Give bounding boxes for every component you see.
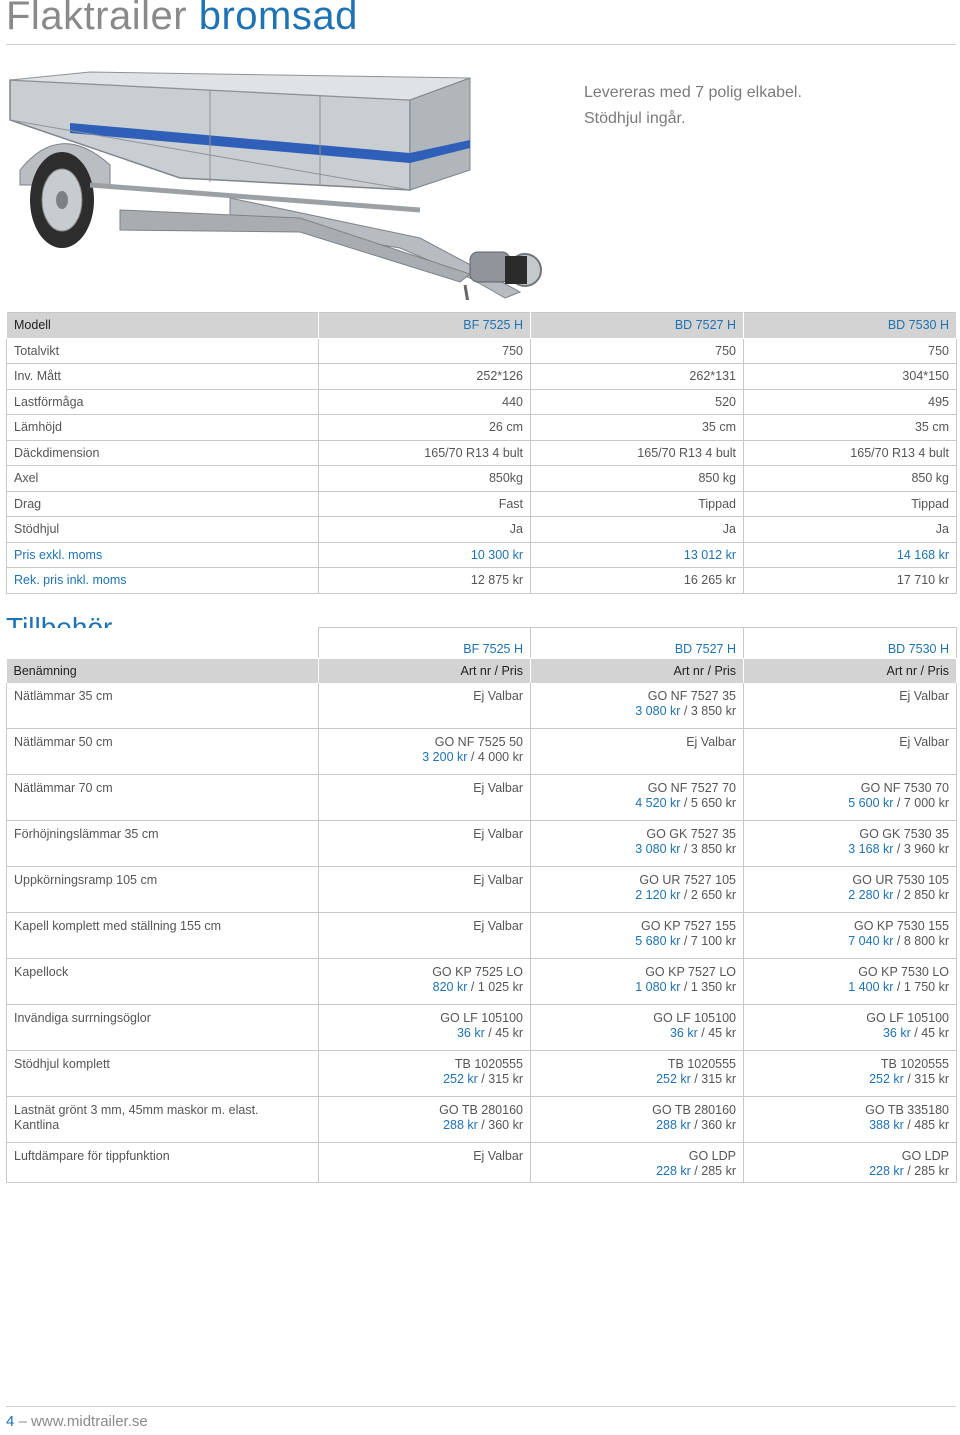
spec-table (6, 312, 957, 594)
price-excl-vat: 2 280 kr (848, 888, 894, 902)
spec-value: 165/70 R13 4 bult (319, 440, 531, 466)
table-row (7, 389, 957, 415)
spec-header-cell: BD 7527 H (531, 313, 744, 339)
page-number: 4 (6, 1413, 15, 1430)
accessory-cell (319, 729, 531, 775)
footer (6, 1413, 148, 1430)
spec-label: Totalvikt (7, 338, 319, 364)
article-number: Ej Valbar (899, 689, 949, 703)
empty-cell (7, 628, 319, 659)
accessory-name-line: Invändiga surrningsöglor (14, 1011, 151, 1025)
price-excl-vat: 252 kr (443, 1072, 478, 1086)
accessory-cell (319, 1097, 531, 1143)
model-cell: BD 7530 H (744, 628, 957, 659)
article-number: Ej Valbar (473, 873, 523, 887)
price-excl-vat: 252 kr (869, 1072, 904, 1086)
accessory-name-line: Kapellock (14, 965, 69, 979)
article-number: Ej Valbar (686, 735, 736, 749)
price-line (538, 888, 736, 903)
rek-price-value: 16 265 kr (531, 568, 744, 594)
accessory-name-line: Kantlina (14, 1118, 60, 1132)
spec-value: 440 (319, 389, 531, 415)
accessory-name-line: Nätlämmar 35 cm (14, 689, 113, 703)
spec-header-row (7, 313, 957, 339)
accessory-cell (531, 821, 744, 867)
price-line (538, 1026, 736, 1041)
table-row (7, 959, 957, 1005)
price-line (751, 1072, 949, 1087)
spec-value: 26 cm (319, 415, 531, 441)
price-line (326, 750, 523, 765)
table-row (7, 1005, 957, 1051)
price-line (751, 888, 949, 903)
table-row (7, 913, 957, 959)
price-excl-vat: 228 kr (656, 1164, 691, 1178)
spec-value: 165/70 R13 4 bult (531, 440, 744, 466)
spec-label: Inv. Mått (7, 364, 319, 390)
price-line (538, 796, 736, 811)
price-excl-vat: 3 200 kr (422, 750, 468, 764)
article-number: GO NF 7525 50 (434, 735, 523, 749)
accessory-cell (531, 913, 744, 959)
price-value: 14 168 kr (744, 542, 957, 568)
accessory-name (7, 729, 319, 775)
price-incl-vat: / 45 kr (484, 1026, 523, 1040)
accessory-cell (319, 1005, 531, 1051)
article-number: GO LF 105100 (866, 1011, 949, 1025)
spec-label: Lastförmåga (7, 389, 319, 415)
accessory-name-line: Nätlämmar 50 cm (14, 735, 113, 749)
price-line (538, 1118, 736, 1133)
table-row (7, 415, 957, 441)
price-line (751, 796, 949, 811)
spec-value: Tippad (744, 491, 957, 517)
header-cell: Benämning (7, 659, 319, 684)
accessory-name-line: Luftdämpare för tippfunktion (14, 1149, 170, 1163)
accessory-cell (744, 775, 957, 821)
spec-value: 165/70 R13 4 bult (744, 440, 957, 466)
spec-label: Drag (7, 491, 319, 517)
price-incl-vat: / 360 kr (690, 1118, 736, 1132)
spec-value: 850 kg (531, 466, 744, 492)
table-row (7, 683, 957, 729)
spec-value: 850 kg (744, 466, 957, 492)
spec-value: 35 cm (744, 415, 957, 441)
article-number: GO UR 7530 105 (852, 873, 949, 887)
accessory-name (7, 1005, 319, 1051)
article-number: Ej Valbar (473, 1149, 523, 1163)
article-number: GO KP 7530 155 (854, 919, 949, 933)
spec-value: 35 cm (531, 415, 744, 441)
intro-line: Stödhjul ingår. (584, 110, 686, 127)
price-incl-vat: / 3 850 kr (680, 842, 736, 856)
accessory-name (7, 1051, 319, 1097)
accessory-name-line: Stödhjul komplett (14, 1057, 110, 1071)
rek-price-value: 17 710 kr (744, 568, 957, 594)
price-line (538, 934, 736, 949)
price-incl-vat: / 3 960 kr (893, 842, 949, 856)
price-line (538, 704, 736, 719)
article-number: GO LF 105100 (653, 1011, 736, 1025)
spec-label: Axel (7, 466, 319, 492)
table-row (7, 775, 957, 821)
accessories-body (7, 683, 957, 1183)
price-line (751, 1118, 949, 1133)
table-row (7, 440, 957, 466)
price-excl-vat: 5 600 kr (848, 796, 894, 810)
price-excl-vat: 4 520 kr (635, 796, 681, 810)
accessory-cell (531, 729, 744, 775)
accessory-cell (744, 959, 957, 1005)
accessory-cell (319, 821, 531, 867)
accessories-table (6, 627, 957, 1183)
article-number: TB 1020555 (880, 1057, 949, 1071)
spec-label: Lämhöjd (7, 415, 319, 441)
price-incl-vat: / 8 800 kr (893, 934, 949, 948)
article-number: GO NF 7527 35 (647, 689, 736, 703)
spec-value: 304*150 (744, 364, 957, 390)
price-excl-vat: 252 kr (656, 1072, 691, 1086)
price-line (326, 1026, 523, 1041)
spec-value: 262*131 (531, 364, 744, 390)
price-excl-vat: 1 080 kr (635, 980, 681, 994)
article-number: Ej Valbar (473, 919, 523, 933)
price-line (538, 1164, 736, 1179)
accessory-cell (531, 867, 744, 913)
table-row (7, 821, 957, 867)
spec-value: 750 (744, 338, 957, 364)
price-value: 10 300 kr (319, 542, 531, 568)
article-number: GO LF 105100 (440, 1011, 523, 1025)
price-incl-vat: / 2 650 kr (680, 888, 736, 902)
price-excl-vat: 36 kr (669, 1026, 698, 1040)
accessory-cell (744, 1005, 957, 1051)
header-cell: Art nr / Pris (319, 659, 531, 684)
price-line (538, 980, 736, 995)
spec-value: 750 (531, 338, 744, 364)
accessory-cell (744, 1097, 957, 1143)
spec-header-cell: BD 7530 H (744, 313, 957, 339)
spec-value: 520 (531, 389, 744, 415)
article-number: TB 1020555 (454, 1057, 523, 1071)
spec-label: Däckdimension (7, 440, 319, 466)
price-excl-vat: 3 168 kr (848, 842, 894, 856)
article-number: Ej Valbar (473, 781, 523, 795)
article-number: GO UR 7527 105 (639, 873, 736, 887)
price-incl-vat: / 7 000 kr (893, 796, 949, 810)
accessory-name-line: Nätlämmar 70 cm (14, 781, 113, 795)
title-accent: bromsad (198, 0, 358, 38)
accessory-name (7, 1097, 319, 1143)
footer-divider (6, 1406, 956, 1407)
table-row (7, 364, 957, 390)
spec-label: Stödhjul (7, 517, 319, 543)
table-row (7, 1051, 957, 1097)
accessory-cell (531, 1097, 744, 1143)
price-excl-vat: 5 680 kr (635, 934, 681, 948)
article-number: Ej Valbar (899, 735, 949, 749)
accessory-cell (744, 683, 957, 729)
price-excl-vat: 36 kr (456, 1026, 485, 1040)
accessory-name-line: Uppkörningsramp 105 cm (14, 873, 158, 887)
accessory-cell (744, 1051, 957, 1097)
price-excl-vat: 288 kr (443, 1118, 478, 1132)
spec-value: 495 (744, 389, 957, 415)
table-row (7, 491, 957, 517)
article-number: GO LDP (901, 1149, 949, 1163)
price-incl-vat: / 485 kr (903, 1118, 949, 1132)
table-row (7, 1143, 957, 1183)
article-number: GO KP 7525 LO (432, 965, 523, 979)
price-line (751, 1164, 949, 1179)
accessory-name (7, 959, 319, 1005)
accessory-cell (319, 1051, 531, 1097)
accessory-cell (744, 821, 957, 867)
trailer-image (0, 60, 570, 300)
table-row (7, 729, 957, 775)
price-excl-vat: 820 kr (432, 980, 468, 994)
accessory-cell (531, 959, 744, 1005)
price-incl-vat: / 1 750 kr (893, 980, 949, 994)
header-cell: Art nr / Pris (744, 659, 957, 684)
accessory-cell (531, 683, 744, 729)
price-excl-vat: 2 120 kr (635, 888, 681, 902)
price-line (751, 934, 949, 949)
table-row (7, 338, 957, 364)
spec-value: Fast (319, 491, 531, 517)
price-incl-vat: / 1 350 kr (680, 980, 736, 994)
accessory-cell (744, 913, 957, 959)
price-incl-vat: / 45 kr (910, 1026, 949, 1040)
title-normal: Flaktrailer (6, 0, 199, 38)
article-number: GO NF 7530 70 (860, 781, 949, 795)
article-number: GO KP 7530 LO (858, 965, 949, 979)
spec-value: 750 (319, 338, 531, 364)
spec-header-cell: BF 7525 H (319, 313, 531, 339)
price-incl-vat: / 2 850 kr (893, 888, 949, 902)
accessory-name (7, 913, 319, 959)
price-value: 13 012 kr (531, 542, 744, 568)
accessory-name-line: Lastnät grönt 3 mm, 45mm maskor m. elast. (14, 1103, 259, 1117)
article-number: Ej Valbar (473, 689, 523, 703)
price-incl-vat: / 315 kr (477, 1072, 523, 1086)
price-excl-vat: 388 kr (869, 1118, 904, 1132)
price-excl-vat: 3 080 kr (635, 704, 681, 718)
price-incl-vat: / 1 025 kr (467, 980, 523, 994)
price-excl-vat: 228 kr (869, 1164, 904, 1178)
page-title (6, 0, 358, 39)
price-excl-vat: 7 040 kr (848, 934, 894, 948)
accessory-cell (319, 683, 531, 729)
footer-separator: – (14, 1413, 32, 1430)
accessory-name-line: Förhöjningslämmar 35 cm (14, 827, 159, 841)
price-incl-vat: / 315 kr (690, 1072, 736, 1086)
price-incl-vat: / 45 kr (697, 1026, 736, 1040)
accessory-cell (744, 1143, 957, 1183)
intro-line: Levereras med 7 polig elkabel. (584, 84, 802, 101)
spec-value: Ja (744, 517, 957, 543)
price-excl-vat: 3 080 kr (635, 842, 681, 856)
accessory-cell (531, 1143, 744, 1183)
rek-price-value: 12 875 kr (319, 568, 531, 594)
accessory-cell (319, 959, 531, 1005)
accessory-cell (319, 913, 531, 959)
accessory-cell (319, 775, 531, 821)
accessory-name-line: Kapell komplett med ställning 155 cm (14, 919, 222, 933)
article-number: Ej Valbar (473, 827, 523, 841)
accessory-cell (531, 775, 744, 821)
article-number: GO TB 280160 (652, 1103, 736, 1117)
intro-text (584, 80, 802, 132)
price-excl-vat: 1 400 kr (848, 980, 894, 994)
price-incl-vat: / 360 kr (477, 1118, 523, 1132)
spec-value: 252*126 (319, 364, 531, 390)
accessory-cell (744, 729, 957, 775)
article-number: GO TB 335180 (865, 1103, 949, 1117)
price-line (751, 1026, 949, 1041)
accessory-cell (319, 867, 531, 913)
price-incl-vat: / 285 kr (690, 1164, 736, 1178)
accessory-name (7, 683, 319, 729)
price-line (751, 980, 949, 995)
rek-price-label: Rek. pris inkl. moms (7, 568, 319, 594)
price-label: Pris exkl. moms (7, 542, 319, 568)
accessory-cell (744, 867, 957, 913)
table-row (7, 466, 957, 492)
price-line (326, 980, 523, 995)
model-cell: BD 7527 H (531, 628, 744, 659)
accessories-model-row (7, 628, 957, 659)
price-incl-vat: / 315 kr (903, 1072, 949, 1086)
accessory-cell (531, 1051, 744, 1097)
accessory-name (7, 867, 319, 913)
model-cell: BF 7525 H (319, 628, 531, 659)
accessory-cell (319, 1143, 531, 1183)
price-incl-vat: / 285 kr (903, 1164, 949, 1178)
spec-value: 850kg (319, 466, 531, 492)
table-row (7, 1097, 957, 1143)
price-line (751, 842, 949, 857)
table-row (7, 867, 957, 913)
spec-value: Tippad (531, 491, 744, 517)
header-cell: Art nr / Pris (531, 659, 744, 684)
accessory-cell (531, 1005, 744, 1051)
article-number: GO LDP (688, 1149, 736, 1163)
article-number: GO GK 7530 35 (859, 827, 949, 841)
spec-value: Ja (531, 517, 744, 543)
price-line (538, 1072, 736, 1087)
title-divider (6, 44, 956, 45)
price-excl-vat: 36 kr (882, 1026, 911, 1040)
rek-price-row (7, 568, 957, 594)
price-incl-vat: / 3 850 kr (680, 704, 736, 718)
article-number: TB 1020555 (667, 1057, 736, 1071)
accessories-header-row (7, 659, 957, 684)
accessory-name (7, 821, 319, 867)
price-incl-vat: / 5 650 kr (680, 796, 736, 810)
article-number: GO KP 7527 LO (645, 965, 736, 979)
spec-header-cell: Modell (7, 313, 319, 339)
accessory-name (7, 1143, 319, 1183)
price-line (538, 842, 736, 857)
article-number: GO KP 7527 155 (641, 919, 736, 933)
table-row (7, 517, 957, 543)
accessory-name (7, 775, 319, 821)
article-number: GO NF 7527 70 (647, 781, 736, 795)
price-row (7, 542, 957, 568)
footer-url: www.midtrailer.se (31, 1413, 148, 1430)
price-excl-vat: 288 kr (656, 1118, 691, 1132)
price-line (326, 1072, 523, 1087)
article-number: GO TB 280160 (439, 1103, 523, 1117)
price-incl-vat: / 4 000 kr (467, 750, 523, 764)
article-number: GO GK 7527 35 (646, 827, 736, 841)
price-line (326, 1118, 523, 1133)
spec-value: Ja (319, 517, 531, 543)
price-incl-vat: / 7 100 kr (680, 934, 736, 948)
